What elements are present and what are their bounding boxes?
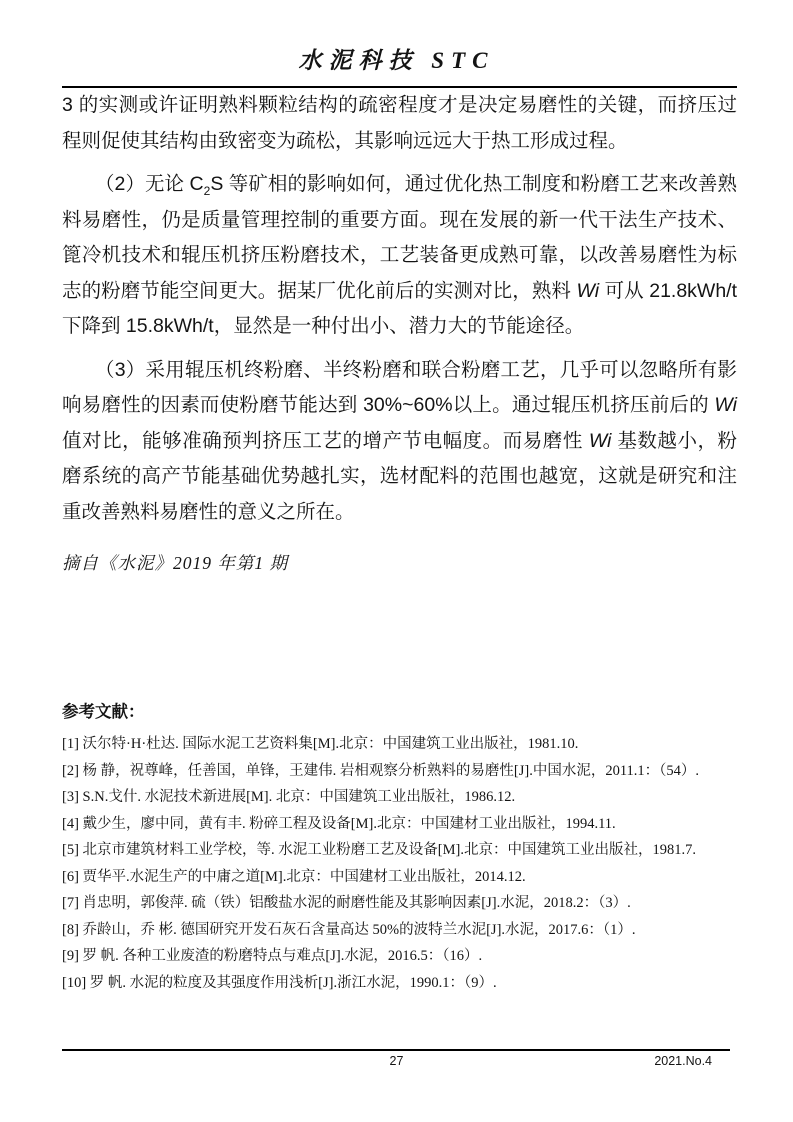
reference-item: [10] 罗 帆. 水泥的粒度及其强度作用浅析[J].浙江水泥，1990.1：（9）. <box>62 974 497 991</box>
article-body <box>62 88 737 530</box>
reference-item: [6] 贾华平.水泥生产的中庸之道[M].北京：中国建材工业出版社，2014.12. <box>62 868 526 885</box>
footer-row <box>0 1051 793 1073</box>
issue-label: 2021.No.4 <box>654 1054 712 1068</box>
reference-item: [2] 杨 静，祝尊峰，任善国，单锋，王建伟. 岩相观察分析熟料的易磨性[J].中国水泥，2011.1：（54）. <box>62 762 700 779</box>
paragraph-segment: 2 <box>203 183 211 198</box>
journal-title: 水泥科技 STC <box>298 48 495 73</box>
references-section <box>62 698 743 996</box>
reference-list <box>62 731 743 996</box>
page-number: 27 <box>389 1054 404 1068</box>
reference-item: [7] 肖忠明，郭俊萍. 硫（铁）铝酸盐水泥的耐磨性能及其影响因素[J].水泥，2018.2：（3）. <box>62 895 631 911</box>
reference-item: [8] 乔龄山，乔 彬. 德国研究开发石灰石含量高达 50%的波特兰水泥[J].水泥，2017.6：（1）. <box>62 921 636 938</box>
references-heading: 参考文献： <box>62 703 145 721</box>
paragraph-segment: Wi <box>588 429 612 452</box>
body-paragraph <box>62 353 737 531</box>
reference-item: [1] 沃尔特·H·杜达. 国际水泥工艺资料集[M].北京：中国建筑工业出版社，1981.10. <box>62 736 579 752</box>
paragraph-segment: （3）采用辊压机终粉磨、半终粉磨和联合粉磨工艺，几乎可以忽略所有影响易磨性的因素而使粉磨节能达到 30%~60%以上。通过辊压机挤压前后的 <box>62 358 737 416</box>
reference-item: [3] S.N.戈什. 水泥技术新进展[M]. 北京：中国建筑工业出版社，1986.12. <box>62 789 516 805</box>
paragraph-segment: 值对比，能够准确预判挤压工艺的增产节电幅度。而易磨性 <box>62 429 589 452</box>
paragraph-segment: Wi <box>576 279 600 302</box>
page-footer <box>0 1049 793 1073</box>
reference-item: [4] 戴少生，廖中同，黄有丰. 粉碎工程及设备[M].北京：中国建材工业出版社，1994.11. <box>62 815 616 832</box>
reference-item: [5] 北京市建筑材料工业学校，等. 水泥工业粉磨工艺及设备[M].北京：中国建筑工业出版社，1981.7. <box>62 842 696 858</box>
page-header <box>0 0 793 88</box>
paragraph-segment: 可从 21.8kWh/t 下降到 15.8kWh/t，显然是一种付出小、潜力大的节能途径。 <box>62 279 738 337</box>
paragraph-segment: 3 的实测或许证明熟料颗粒结构的疏密程度才是决定易磨性的关键，而挤压过程则促使其结构由致密变为疏松，其影响远远大于热工形成过程。 <box>62 94 737 152</box>
paragraph-segment: 基数越小，粉磨系统的高产节能基础优势越扎实，选材配料的范围也越宽，这就是研究和注重改善熟料易磨性的意义之所在。 <box>62 429 738 523</box>
paragraph-segment: S 等矿相的影响如何，通过优化热工制度和粉磨工艺来改善熟料易磨性，仍是质量管理控制的重要方面。现在发展的新一代干法生产技术、篦冷机技术和辊压机挤压粉磨技术，工艺装备更成熟可靠，以改善易磨性为标志的粉磨节能空间更大。据某厂优化前后的实测对比，熟料 <box>62 173 737 302</box>
reference-item: [9] 罗 帆. 各种工业废渣的粉磨特点与难点[J].水泥，2016.5：（16）. <box>62 948 483 964</box>
source-citation: 摘自《水泥》2019 年第1 期 <box>62 553 288 573</box>
body-paragraph <box>62 167 737 345</box>
paragraph-segment: Wi <box>714 394 737 416</box>
paragraph-segment: （2）无论 C <box>95 173 204 195</box>
body-paragraph <box>62 88 737 159</box>
